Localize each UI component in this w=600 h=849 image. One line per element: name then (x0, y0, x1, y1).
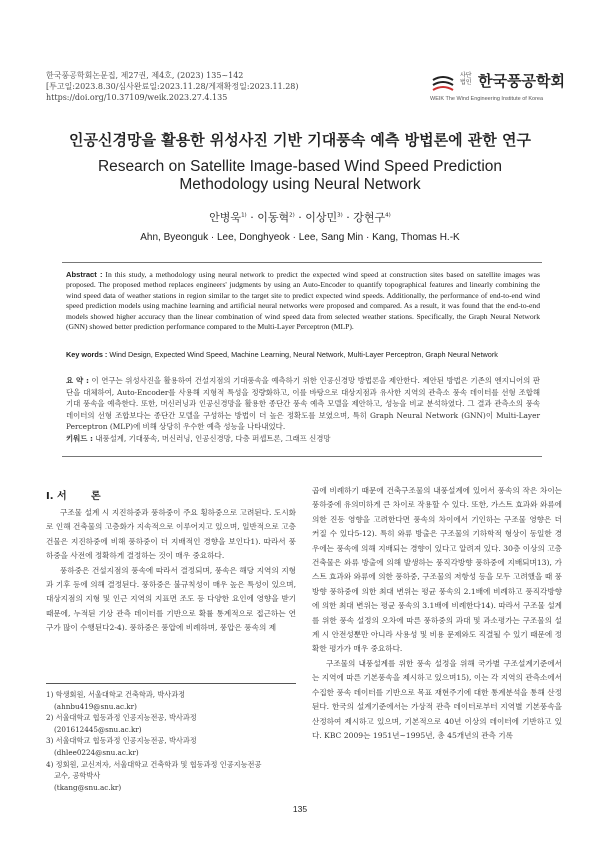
body-paragraph: 구조물의 내풍설계를 위한 풍속 설정을 위해 국가별 구조설계기준에서는 지역에 따른 기본풍속을 제시하고 있으며15), 이는 각 지역의 관측소에서 수집한 풍속 데이터를 기반으로 목표 재현주기에 대한 통계분석을 통해 산정된다. 한국의 설계기준에서는 가상적 관측 데이터로부터 지역별 기본풍속을 산정하여 제시하고 있으며, 기본적으로 40년 이상의 데이터에 기반하고 있다. KBC 2009는 1951년~1995년, 총 45개년의 관측 기록 (312, 658, 562, 740)
section-heading: I. 서 론 (46, 491, 101, 502)
body-right-column (312, 484, 562, 743)
wind-logo-icon (430, 72, 456, 96)
submission-dates: [투고일:2023.8.30/심사완료일:2023.11.28/게재확정일:2023.11.28) (46, 82, 299, 91)
english-keywords (66, 350, 540, 360)
society-english-name: WEIK The Wind Engineering Institute of Korea (430, 96, 544, 102)
journal-citation: 한국풍공학회논문집, 제27권, 제4호, (2023) 135~142 (46, 71, 244, 80)
footnote-3 (46, 736, 296, 758)
body-paragraph: 구조물 설계 시 지진하중과 풍하중이 주요 횡하중으로 고려된다. 도시화로 인해 건축물의 고층화가 지속적으로 이루어지고 있으며, 일반적으로 고층 건물은 지진하중에 비해 풍하중이 더 지배적인 경향을 보인다1). 따라서 풍하중을 사전에 정확하게 결정하는 것이 매우 중요하다. (46, 508, 296, 561)
abstract-label: Abstract : (66, 270, 103, 279)
footnote-affiliation: 3) 서울대학교 협동과정 인공지능전공, 박사과정 (46, 736, 197, 746)
korean-abstract-label: 요 약 : (66, 376, 89, 385)
doi-link[interactable]: https://doi.org/10.37109/weik.2023.27.4.135 (46, 93, 228, 102)
footnote-email[interactable]: (tkang@snu.ac.kr) (54, 782, 122, 792)
keywords-label: Key words : (66, 350, 108, 359)
page-number: 135 (292, 804, 308, 814)
korean-keywords-text: 내풍설계, 기대풍속, 머신러닝, 인공신경망, 다층 퍼셉트론, 그래프 신경망 (95, 434, 331, 443)
korean-abstract (66, 375, 540, 433)
abstract-text: In this study, a methodology using neural network to predict the expected wind speed at construction sites based on satellite images was proposed. The proposed method replaces engineers' judgments by using an Auto-Encoder to quantify topographical features and linearly combining the wind speed data of weather stations in region similar to the target site to predict expected wind speeds. Additionally, the performance of end-to-end wind speed prediction models using machine learning and artificial neural networks were proposed and compared. As a result, it was found that the end-to-end models showed higher accuracy than the linear combination of wind speed data from selected weather stations. Specifically, the Graph Neural Network (GNN) showed better prediction performance compared to the Multi-Layer Perceptron (MLP). (66, 270, 540, 332)
footnote-affiliation: 4) 정회원, 교신저자, 서울대학교 건축학과 및 협동과정 인공지능전공 (46, 759, 262, 769)
korean-keywords-label: 키워드 : (66, 434, 93, 443)
authors-korean: 안병욱$^{1)}$ · 이동혁$^{2)}$ · 이상민$^{3)}$ · 강현구$^{4)}$ (209, 211, 391, 224)
footnote-1 (46, 690, 296, 712)
abstract-top-rule (62, 262, 542, 263)
body-paragraph: 풍하중은 건설지점의 풍속에 따라서 결정되며, 풍속은 해당 지역의 지형과 기후 등에 의해 결정된다. 풍하중은 불규칙성이 매우 높은 특성이 있으며, 대상지점의 지형 및 인근 지역의 지표면 조도 등 다양한 요인에 영향을 받기 때문에, 누적된 기상 관측 데이터를 기반으로 확률 통계적으로 접근하는 연구가 많이 수행된다2-4). 풍하중은 풍압에 비례하며, 풍압은 풍속의 제 (46, 565, 296, 633)
korean-keywords (66, 434, 540, 444)
society-name: 한국풍공학회 (478, 72, 565, 90)
footnote-2 (46, 713, 296, 735)
body-paragraph: 곱에 비례하기 때문에 건축구조물의 내풍설계에 있어서 풍속의 작은 차이는 풍하중에 유의미하게 큰 차이로 작용할 수 있다. 또한, 가스트 효과와 와류에 의한 진동 영향을 고려한다면 풍속의 차이에서 기인하는 구조물 영향은 더 커질 수 있다5-12). 특히 와류 방출은 구조물의 기하학적 형상이 동일한 경우에는 풍속에 의해 지배되는 경향이 있다고 알려져 있다. 30층 이상의 고층건축물은 와류 방출에 의해 발생하는 풍직각방향 풍하중에 지배되며13), 가스트 효과와 와류에 의한 풍하중, 구조물의 저항성 등을 모두 고려했을 때 풍방향 풍하중에 의한 최대 변위는 평균 풍속의 2.1배에 비례하고 풍직각방향에 의한 최대 변위는 평균 풍속의 3.1배에 비례한다14). 따라서 구조물 설계를 위한 풍속 설정의 오차에 따른 풍하중의 과대 및 과소평가는 구조물의 설계 시 안전성뿐만 아니라 사용성 및 비용 문제와도 직결될 수 있기 때문에 정확한 평가가 매우 중요하다. (312, 486, 562, 654)
title-korean: 인공신경망을 활용한 위성사진 기반 기대풍속 예측 방법론에 관한 연구 (69, 131, 531, 149)
footnote-email[interactable]: (dhlee0224@snu.ac.kr) (54, 747, 139, 757)
society-logo (430, 70, 565, 102)
footnotes (46, 690, 296, 794)
english-abstract (66, 270, 540, 332)
footnote-4 (46, 760, 296, 794)
authors-english: Ahn, Byeonguk · Lee, Donghyeok · Lee, Sang Min · Kang, Thomas H.-K (140, 232, 460, 243)
footnote-affiliation: 2) 서울대학교 협동과정 인공지능전공, 박사과정 (46, 713, 197, 723)
footnote-email[interactable]: (201612445@snu.ac.kr) (54, 724, 142, 734)
footnote-rule (46, 683, 296, 684)
body-left-column (46, 506, 296, 636)
footnote-affiliation-cont: 교수, 공학박사 (54, 771, 101, 781)
keywords-text: Wind Design, Expected Wind Speed, Machine Learning, Neural Network, Multi-Layer Perceptron, Graph Neural Network (109, 350, 498, 359)
title-english: Research on Satellite Image-based Wind Speed Prediction Methodology using Neural Network (97, 158, 503, 193)
abstract-bottom-rule (62, 456, 542, 457)
footnote-affiliation: 1) 학생회원, 서울대학교 건축학과, 박사과정 (46, 690, 186, 699)
logo-small-label: 사단 법인 (460, 72, 472, 86)
journal-header (46, 70, 299, 103)
korean-abstract-text: 이 연구는 위성사진을 활용하여 건설지점의 기대풍속을 예측하기 위한 인공신경망 방법론을 제안한다. 제안된 방법은 기존의 엔지니어의 판단을 대체하여, Auto-Encoder를 사용해 지형적 특성을 정량화하고, 이를 바탕으로 대상지점과 유사한 지역의 관측소 풍속 데이터를 선형 조합해 기대 풍속을 예측한다. 또한, 머신러닝과 인공신경망을 활용한 종단간 풍속 예측 모델을 제안하고, 성능을 비교 분석하였다. 그 결과 관측소의 풍속 데이터의 선형 조합보다는 종단간 모델을 구성하는 방법이 더 높은 정확도를 보였으며, 특히 Graph Neural Network (GNN)이 Multi-Layer Perceptron (MLP)에 비해 상당히 우수한 예측 성능을 나타내었다. (66, 376, 540, 432)
footnote-email[interactable]: (ahnbu419@snu.ac.kr) (54, 701, 137, 711)
